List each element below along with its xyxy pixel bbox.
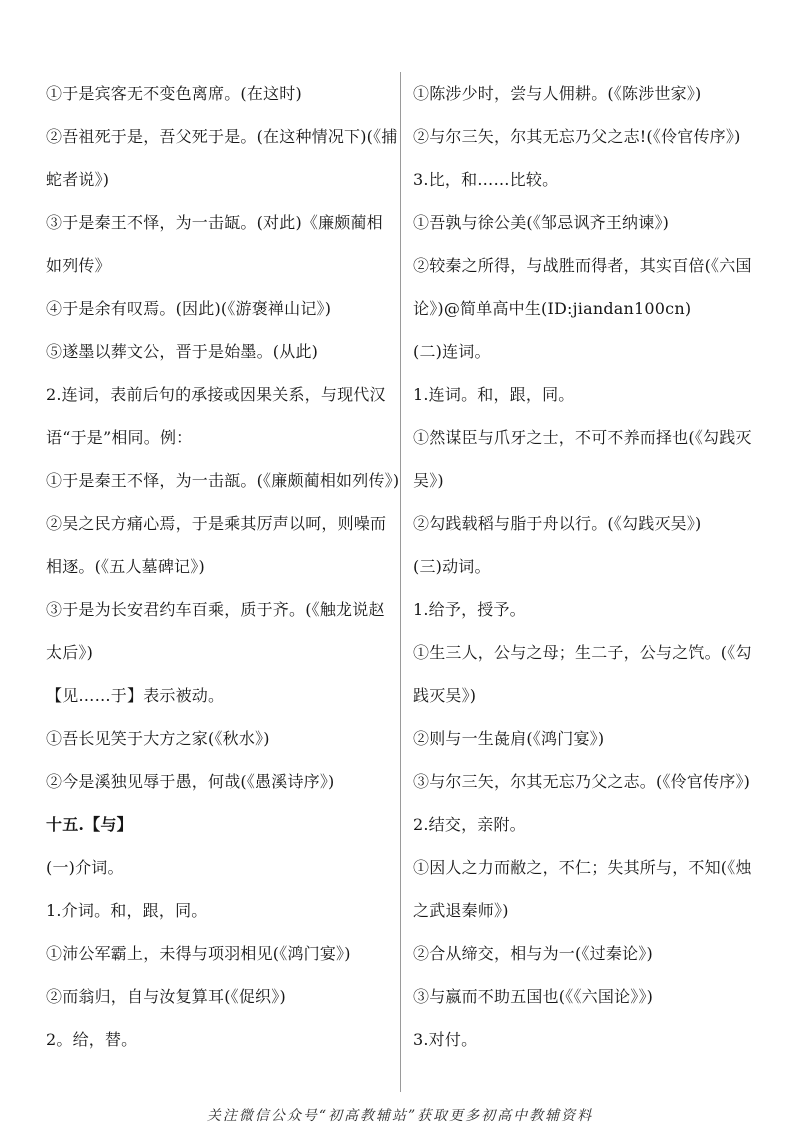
text-line: 3.比，和……比较。: [413, 170, 559, 189]
text-line: 践灭吴》): [413, 686, 477, 705]
text-line: ①然谋臣与爪牙之士，不可不养而择也(《勾践灭: [413, 428, 752, 447]
column-divider: [400, 72, 401, 1092]
text-line: ②较秦之所得，与战胜而得者，其实百倍(《六国: [413, 256, 752, 275]
text-line: ②而翁归，自与汝复算耳(《促织》): [46, 987, 286, 1006]
text-line: 2。给，替。: [46, 1030, 138, 1049]
text-line: ②与尔三矢，尔其无忘乃父之志!(《伶官传序》): [413, 127, 741, 146]
text-line: 蛇者说》): [46, 170, 110, 189]
text-line: ⑤遂墨以葬文公，晋于是始墨。(从此): [46, 342, 319, 361]
text-line: ①生三人，公与之母；生二子，公与之饩。(《勾: [413, 643, 752, 662]
text-line: 2.连词，表前后句的承接或因果关系，与现代汉: [46, 385, 386, 404]
text-line: ①于是秦王不怿，为一击瓿。(《廉颇蔺相如列传》): [46, 471, 400, 490]
right-column: [413, 72, 763, 1061]
text-line: (三)动词。: [413, 557, 491, 576]
text-line: ①因人之力而敝之，不仁；失其所与，不知(《烛: [413, 858, 752, 877]
text-line: ③与尔三矢，尔其无忘乃父之志。(《伶官传序》): [413, 772, 751, 791]
text-line: 1.连词。和，跟，同。: [413, 385, 575, 404]
text-line: ①陈涉少时，尝与人佣耕。(《陈涉世家》): [413, 84, 702, 103]
text-line: ④于是余有叹焉。(因此)(《游褒禅山记》): [46, 299, 332, 318]
text-line: ③于是秦王不怿，为一击缻。(对此)《廉颇蔺相: [46, 213, 383, 232]
text-line: 1.给予，授予。: [413, 600, 526, 619]
text-line: 吴》): [413, 471, 444, 490]
text-line: ③于是为长安君约车百乘，质于齐。(《触龙说赵: [46, 600, 385, 619]
text-line: ①于是宾客无不变色离席。(在这时): [46, 84, 302, 103]
text-line: ②吴之民方痛心焉，于是乘其厉声以呵，则噪而: [46, 514, 387, 533]
text-line: ②勾践载稻与脂于舟以行。(《勾践灭吴》): [413, 514, 702, 533]
text-line: (二)连词。: [413, 342, 491, 361]
text-line: 相逐。(《五人墓碑记》): [46, 557, 205, 576]
text-line: 太后》): [46, 643, 94, 662]
text-line: 【见……于】表示被动。: [46, 686, 225, 705]
text-line: (一)介词。: [46, 858, 124, 877]
text-line: 语“于是”相同。例：: [46, 428, 193, 447]
text-line: ②合从缔交，相与为一(《过秦论》): [413, 944, 653, 963]
section-heading: 十五.【与】: [46, 815, 133, 834]
text-line: ②吾祖死于是，吾父死于是。(在这种情况下)(《捕: [46, 127, 398, 146]
text-line: ③与嬴而不助五国也(《《六国论》》): [413, 987, 654, 1006]
text-line: 论》)@简单高中生(ID:jiandan100cn): [413, 299, 692, 318]
text-line: 3.对付。: [413, 1030, 478, 1049]
text-line: 之武退秦师》): [413, 901, 509, 920]
text-line: ②今是溪独见辱于愚，何哉(《愚溪诗序》): [46, 772, 335, 791]
text-line: ①吾孰与徐公美(《邹忌讽齐王纳谏》): [413, 213, 670, 232]
text-line: ②则与一生彘肩(《鸿门宴》): [413, 729, 605, 748]
left-column: [46, 72, 400, 1061]
text-line: ①吾长见笑于大方之家(《秋水》): [46, 729, 270, 748]
page-footer: 关注微信公众号“初高教辅站”获取更多初高中教辅资料: [206, 1108, 594, 1124]
text-line: 如列传》: [46, 256, 111, 275]
text-line: ①沛公军霸上，未得与项羽相见(《鸿门宴》): [46, 944, 351, 963]
text-line: 2.结交，亲附。: [413, 815, 526, 834]
text-line: 1.介词。和，跟，同。: [46, 901, 208, 920]
